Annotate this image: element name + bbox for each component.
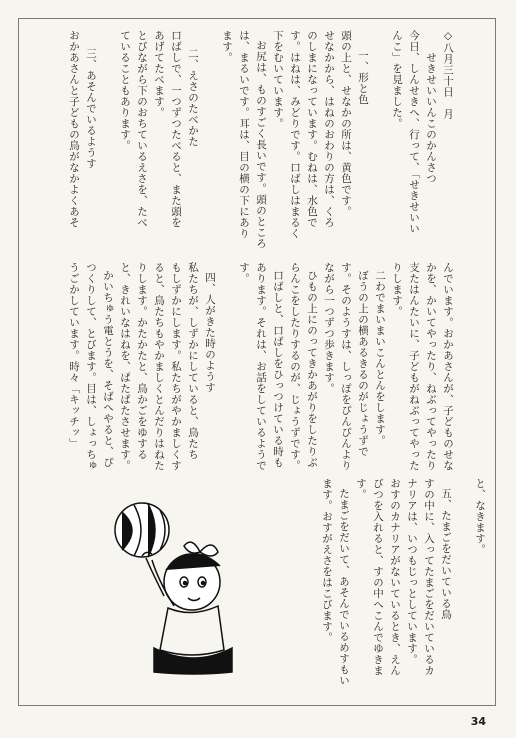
section-line: おかあさんと子どもの鳥がなかよくあそ <box>68 30 80 228</box>
section-line: んでいます。おかあさんが、子どものせな <box>442 262 454 471</box>
section-line: は、まるいです。耳は、目の横の下にあり <box>238 30 250 239</box>
section-title: 三、あそんでいるようす <box>85 48 97 169</box>
section-line: す。 <box>238 262 250 284</box>
section-title: 五、たまごをだいている鳥 <box>440 488 452 620</box>
section-line: す。 <box>355 478 367 500</box>
section-line: ると、鳥たちもやかましくとんだりはねた <box>153 262 165 471</box>
section-line: かを、かいてやったり、ねぶってやったり <box>425 262 437 471</box>
section-line: のしまになっています。むねは、水色で <box>306 30 318 228</box>
section-line: ます。 <box>221 30 233 63</box>
intro-line: 今日、しんせきへ、行って、「せきせいい <box>408 30 420 234</box>
section-line: す。そのようすは、しっぽをぴんぴんより <box>340 262 352 471</box>
date-heading: ◇八月三十日 月 <box>442 30 454 120</box>
section-title: 四、人がきた時のようす <box>204 272 216 393</box>
section-line: あげてたべます。 <box>153 30 165 118</box>
section-line: 口ばしで、一つずつたべると、また頭を <box>170 30 182 228</box>
section-line: つくりして、とびます。目は、しょっちゅ <box>85 262 97 471</box>
section-line: ぼうの上の横あるきるのがじょうずで <box>357 270 369 457</box>
section-line: とびながら下のおちているえさを、たべ <box>136 30 148 228</box>
section-line: ながら一つずつ歩きます。 <box>323 262 335 394</box>
section-line: びつを入れると、すの中へこんでゆきま <box>372 478 384 676</box>
section-line: 下をむいています。 <box>272 30 284 129</box>
section-line: 口ばしと、口ばしをひっつけている時も <box>272 270 284 468</box>
section-line: りします。かたかたと、鳥かごをゆする <box>136 262 148 460</box>
section-line: たまごをだいて、あそんでいるめすもい <box>338 488 350 686</box>
section-line: もしずかにします。私たちがやかましくす <box>170 262 182 471</box>
section-line: おすのカナリアがないているとき、えん <box>389 478 401 676</box>
girl-with-ball-illustration <box>108 500 238 675</box>
section-title: 一、形と色 <box>357 50 369 105</box>
intro-line: んこ」を見ました。 <box>391 30 403 129</box>
section-line: 支たはんたいに、子どもがねぶってやった <box>408 262 420 471</box>
section-line: ひもの上にのってきかあがりをしたりぶ <box>306 270 318 468</box>
section-line: うごかしています。時々「キッチッ」 <box>68 262 80 449</box>
page-number: 34 <box>470 715 486 728</box>
section-line: すの中に、入ってたまごをだいているカ <box>423 478 435 676</box>
section-line: お尻は、ものすごく長いです。頭のところ <box>255 40 267 249</box>
section-line: 頭の上と、せなかの所は、黄色です。 <box>340 30 352 217</box>
section-title: 二、えさのたべかた <box>187 48 199 147</box>
section-line: らんこをしたりするのが、じょうずです。 <box>289 262 301 471</box>
section-line: す。はねは、みどりです。口ばしはまるく <box>289 30 301 239</box>
section-line: あります。それは、お話をしているようで <box>255 262 267 471</box>
section-line: ナリアは、いつもじっとしています。 <box>406 478 418 665</box>
section-line: ていることもあります。 <box>119 30 131 151</box>
intro-line: せきせいいんこのかんさつ <box>425 52 437 184</box>
section-line: と、きれいなはねを、ぱたぱたさせます。 <box>119 262 131 471</box>
section-line: りします。 <box>391 262 403 317</box>
section-line: ます。おすがえさをはこびます。 <box>321 478 333 643</box>
section-line: 私たちが、しずかにしていると、鳥たち <box>187 262 199 460</box>
section-line: 二わでまいまいこんとんをします。 <box>374 270 386 446</box>
section-line: と、なきます。 <box>474 478 486 555</box>
section-line: かいちゅう電とうを、そばへやると、ぴ <box>102 270 114 468</box>
section-line: せなかから、はねのおわりの方は、くろ <box>323 30 335 228</box>
